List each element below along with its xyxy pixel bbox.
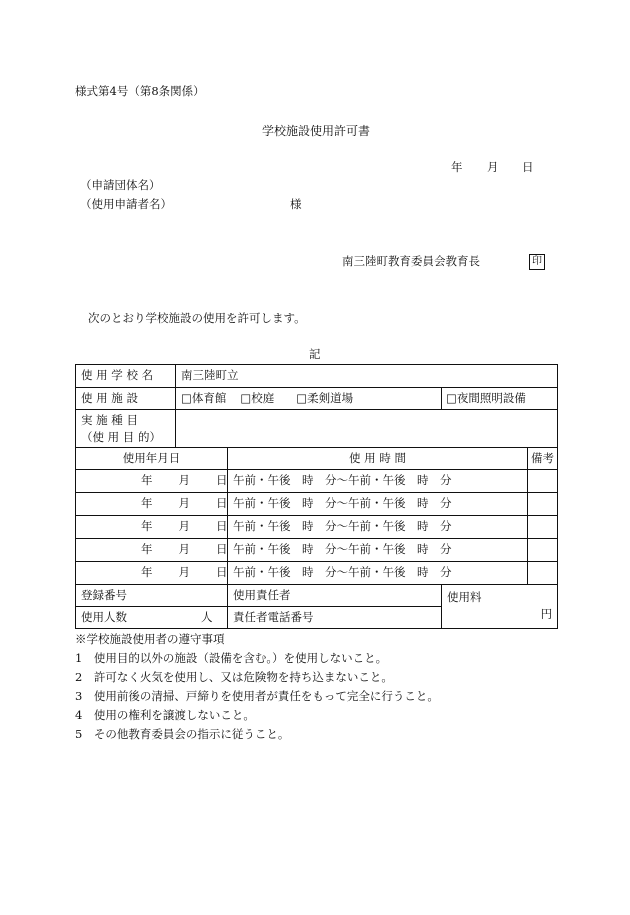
schedule-time[interactable]: 午前・午後 時 分～午前・午後 時 分 — [228, 470, 528, 493]
facility-option-schoolyard[interactable]: □校庭 — [240, 390, 275, 405]
phone-cell[interactable]: 責任者電話番号 — [228, 607, 442, 629]
honorific: 様 — [290, 197, 302, 211]
schedule-row — [76, 539, 558, 562]
school-label: 使 用 学 校 名 — [76, 365, 176, 388]
rules-section — [75, 630, 439, 744]
row-day: 日 — [216, 496, 228, 511]
row-month: 月 — [178, 473, 190, 488]
applicant-name-label: （使用申請者名） — [80, 197, 172, 211]
fee-cell[interactable] — [442, 585, 558, 629]
rule-item: 2 許可なく火気を使用し、又は危険物を持ち込まないこと。 — [75, 670, 393, 684]
schedule-remarks[interactable] — [528, 539, 558, 562]
facility-option-gym[interactable]: □体育館 — [181, 390, 227, 405]
schedule-date[interactable] — [76, 470, 228, 493]
facility-options — [176, 388, 442, 410]
row-day: 日 — [216, 542, 228, 557]
date-header: 使用年月日 — [76, 448, 228, 470]
schedule-row — [76, 470, 558, 493]
row-month: 月 — [178, 565, 190, 580]
rule-item: 5 その他教育委員会の指示に従うこと。 — [75, 727, 290, 741]
form-number: 様式第4号（第8条関係） — [75, 84, 205, 98]
issuer-title: 南三陸町教育委員会教育長 — [342, 254, 480, 268]
row-month: 月 — [178, 542, 190, 557]
rule-item: 4 使用の権利を譲渡しないこと。 — [75, 708, 255, 722]
event-value[interactable] — [176, 410, 558, 448]
headcount-label: 使用人数 — [81, 609, 127, 624]
rule-item: 1 使用目的以外の施設（設備を含む。）を使用しないこと。 — [75, 651, 388, 665]
headcount-unit: 人 — [201, 609, 213, 624]
time-header: 使 用 時 間 — [228, 448, 528, 470]
registration-cell[interactable]: 登録番号 — [76, 585, 228, 607]
schedule-remarks[interactable] — [528, 516, 558, 539]
schedule-date[interactable] — [76, 493, 228, 516]
row-day: 日 — [216, 519, 228, 534]
schedule-remarks[interactable] — [528, 562, 558, 585]
row-year: 年 — [141, 519, 153, 534]
row-year: 年 — [141, 496, 153, 511]
facility-option-lighting[interactable]: □夜間照明設備 — [442, 388, 558, 410]
facility-option-dojo[interactable]: □柔剣道場 — [296, 390, 354, 405]
event-label-line1: 実 施 種 目 — [81, 412, 138, 427]
ki-label: 記 — [309, 347, 321, 361]
seal-box: 印 — [529, 254, 545, 270]
facility-label: 使 用 施 設 — [76, 388, 176, 410]
intro-text: 次のとおり学校施設の使用を許可します。 — [88, 311, 306, 325]
responsible-cell[interactable]: 使用責任者 — [228, 585, 442, 607]
row-day: 日 — [216, 473, 228, 488]
rule-item: 3 使用前後の清掃、戸締りを使用者が責任をもって完全に行うこと。 — [75, 689, 439, 703]
applicant-org-label: （申請団体名） — [80, 178, 161, 192]
row-day: 日 — [216, 565, 228, 580]
schedule-time[interactable]: 午前・午後 時 分～午前・午後 時 分 — [228, 539, 528, 562]
row-month: 月 — [178, 519, 190, 534]
date-day-label: 日 — [522, 160, 534, 174]
rules-heading: ※学校施設使用者の遵守事項 — [75, 632, 225, 646]
remarks-header: 備考 — [528, 448, 558, 470]
schedule-time[interactable]: 午前・午後 時 分～午前・午後 時 分 — [228, 493, 528, 516]
permit-table — [75, 364, 558, 629]
row-year: 年 — [141, 565, 153, 580]
event-label-line2: （使 用 目 的） — [81, 429, 161, 444]
row-year: 年 — [141, 542, 153, 557]
schedule-date[interactable] — [76, 562, 228, 585]
registration-row — [76, 585, 558, 607]
schedule-date[interactable] — [76, 539, 228, 562]
schedule-row — [76, 493, 558, 516]
schedule-time[interactable]: 午前・午後 時 分～午前・午後 時 分 — [228, 562, 528, 585]
headcount-cell[interactable] — [76, 607, 228, 629]
school-row — [76, 365, 558, 388]
facility-row — [76, 388, 558, 410]
schedule-time[interactable]: 午前・午後 時 分～午前・午後 時 分 — [228, 516, 528, 539]
event-label — [76, 410, 176, 448]
date-year-label: 年 — [451, 160, 463, 174]
schedule-remarks[interactable] — [528, 470, 558, 493]
schedule-remarks[interactable] — [528, 493, 558, 516]
schedule-date[interactable] — [76, 516, 228, 539]
schedule-row — [76, 516, 558, 539]
date-month-label: 月 — [487, 160, 499, 174]
row-month: 月 — [178, 496, 190, 511]
row-year: 年 — [141, 473, 153, 488]
fee-yen-unit: 円 — [540, 607, 553, 622]
event-row — [76, 410, 558, 448]
school-value[interactable]: 南三陸町立 — [176, 365, 558, 388]
fee-label: 使用料 — [447, 590, 482, 604]
schedule-header-row — [76, 448, 558, 470]
schedule-row — [76, 562, 558, 585]
document-title: 学校施設使用許可書 — [262, 124, 371, 138]
